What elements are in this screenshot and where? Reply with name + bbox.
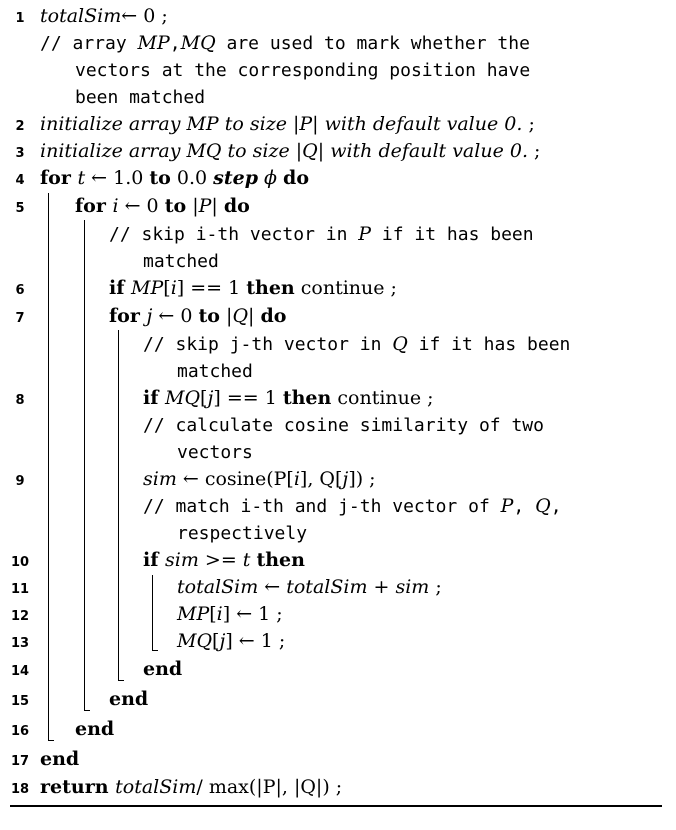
comment-text: // calculate cosine similarity of two bbox=[143, 415, 544, 436]
code-text: ; bbox=[528, 140, 541, 162]
algo-line bbox=[0, 27, 676, 55]
line-body bbox=[143, 250, 219, 272]
line-body bbox=[143, 387, 434, 409]
line-body bbox=[143, 658, 182, 680]
line-body bbox=[75, 195, 250, 217]
algo-line bbox=[0, 135, 676, 163]
algo-line bbox=[0, 683, 676, 711]
code-text: ] == 1 bbox=[176, 277, 247, 299]
for-j-block-bar-hook bbox=[118, 680, 124, 681]
code-text: MP bbox=[177, 603, 210, 625]
line-body bbox=[143, 549, 305, 571]
line-body bbox=[177, 522, 307, 544]
code-text: j bbox=[207, 387, 214, 409]
algo-line bbox=[0, 571, 676, 599]
code-text: P bbox=[198, 195, 212, 217]
line-body bbox=[177, 603, 283, 625]
keyword: do bbox=[283, 167, 310, 189]
code-text: ← 0 ; bbox=[121, 5, 168, 27]
code-text: Q bbox=[392, 333, 408, 355]
algo-line bbox=[0, 0, 676, 28]
comment-text: matched bbox=[177, 361, 253, 382]
code-text: / max(|P|, |Q|) ; bbox=[196, 776, 343, 798]
code-text: [ bbox=[200, 387, 208, 409]
code-text: MQ bbox=[180, 32, 216, 54]
comment-text: if it has been bbox=[371, 224, 534, 245]
code-text: P bbox=[500, 495, 514, 517]
line-body bbox=[40, 167, 309, 189]
code-text: ; bbox=[429, 576, 442, 598]
code-text: ← 0 bbox=[118, 195, 165, 217]
line-body bbox=[177, 360, 253, 382]
if-sim-block-bar bbox=[152, 575, 153, 650]
line-body bbox=[40, 5, 168, 27]
keyword: then bbox=[256, 549, 305, 571]
for-t-block-bar bbox=[48, 193, 49, 740]
code-text: i bbox=[112, 195, 119, 217]
algo-line bbox=[0, 162, 676, 190]
line-number: 4 bbox=[15, 173, 25, 188]
comment-text: // skip i-th vector in bbox=[109, 224, 359, 245]
keyword: for bbox=[40, 167, 78, 189]
line-number: 3 bbox=[15, 146, 25, 161]
code-text: [ bbox=[209, 603, 217, 625]
comment-text: vectors bbox=[177, 442, 253, 463]
code-text: ] ← 1 ; bbox=[222, 603, 283, 625]
comment-text: matched bbox=[143, 251, 219, 272]
algo-line bbox=[0, 625, 676, 653]
keyword: return bbox=[40, 776, 116, 798]
algo-line bbox=[0, 771, 676, 799]
for-i-block-bar bbox=[84, 220, 85, 710]
algo-line bbox=[0, 544, 676, 572]
code-text: [ bbox=[212, 630, 220, 652]
code-text: MQ bbox=[177, 630, 213, 652]
code-text: ]) ; bbox=[348, 468, 376, 490]
keyword: to bbox=[164, 195, 187, 217]
code-text: ← 1.0 bbox=[85, 167, 150, 189]
code-text: sim bbox=[395, 576, 430, 598]
line-body bbox=[40, 140, 540, 162]
code-text: | bbox=[211, 195, 224, 217]
line-body bbox=[143, 333, 570, 355]
keyword: for bbox=[75, 195, 113, 217]
algo-line bbox=[0, 218, 676, 246]
code-text: >= bbox=[198, 549, 243, 571]
line-body bbox=[177, 441, 253, 463]
keyword: end bbox=[75, 718, 115, 740]
for-i-block-bar-hook bbox=[84, 710, 90, 711]
line-number: 1 bbox=[15, 11, 25, 26]
algo-line bbox=[0, 54, 676, 82]
code-text: | bbox=[186, 195, 199, 217]
comment-text: vectors at the corresponding position have bbox=[75, 60, 531, 81]
keyword: if bbox=[143, 387, 166, 409]
keyword: end bbox=[109, 688, 149, 710]
keyword: then bbox=[246, 277, 295, 299]
code-text: MP bbox=[131, 277, 164, 299]
code-text: t bbox=[77, 167, 86, 189]
code-text: ] == 1 bbox=[213, 387, 283, 409]
line-number: 10 bbox=[10, 555, 30, 570]
algo-line bbox=[0, 743, 676, 771]
code-text: | bbox=[219, 305, 233, 327]
line-body bbox=[40, 776, 342, 798]
code-text: + bbox=[367, 576, 396, 598]
keyword: step bbox=[213, 167, 258, 189]
algo-line bbox=[0, 382, 676, 410]
keyword: then bbox=[282, 387, 332, 409]
line-number: 15 bbox=[10, 694, 30, 709]
line-number: 17 bbox=[10, 754, 30, 769]
keyword: do bbox=[260, 305, 287, 327]
code-text: ← bbox=[258, 576, 287, 598]
keyword: for bbox=[109, 305, 147, 327]
code-text: j bbox=[219, 630, 226, 652]
code-text: | bbox=[248, 305, 261, 327]
keyword: end bbox=[143, 658, 183, 680]
keyword: if bbox=[109, 277, 132, 299]
algo-line bbox=[0, 409, 676, 437]
code-text: initialize array MQ to size |Q| with default value 0. bbox=[40, 140, 528, 162]
algo-line bbox=[0, 436, 676, 464]
line-number: 6 bbox=[15, 283, 25, 298]
line-number: 2 bbox=[15, 119, 25, 134]
algo-line bbox=[0, 272, 676, 300]
comment-text: if it has been bbox=[407, 334, 571, 355]
line-body bbox=[109, 688, 148, 710]
comment-text: // match i-th and j-th vector of bbox=[143, 496, 501, 517]
algo-line bbox=[0, 108, 676, 136]
for-j-block-bar bbox=[118, 330, 119, 680]
code-text: i bbox=[170, 277, 177, 299]
line-number: 9 bbox=[15, 474, 25, 489]
line-body bbox=[75, 718, 114, 740]
line-body bbox=[177, 576, 442, 598]
code-text: [ bbox=[163, 277, 171, 299]
comment-text: // array bbox=[40, 33, 138, 54]
code-text: i bbox=[293, 468, 300, 490]
line-body bbox=[143, 495, 562, 517]
line-body bbox=[75, 86, 205, 108]
line-body bbox=[143, 468, 376, 490]
line-number: 12 bbox=[10, 609, 30, 624]
line-body bbox=[40, 32, 530, 54]
line-number: 11 bbox=[10, 582, 30, 597]
keyword: if bbox=[143, 549, 166, 571]
code-text: j bbox=[146, 305, 153, 327]
line-body bbox=[177, 630, 285, 652]
comment-text: been matched bbox=[75, 87, 206, 108]
algo-line bbox=[0, 598, 676, 626]
algo-line bbox=[0, 245, 676, 273]
keyword: to bbox=[149, 167, 171, 189]
code-text: ], Q[ bbox=[299, 468, 343, 490]
code-text: 0.0 bbox=[170, 167, 214, 189]
comment-text: respectively bbox=[177, 523, 308, 544]
code-text: continue ; bbox=[294, 277, 397, 299]
comment-text: // skip j-th vector in bbox=[143, 334, 393, 355]
code-text: sim bbox=[143, 468, 177, 490]
code-text: continue ; bbox=[331, 387, 434, 409]
comment-text: , bbox=[169, 33, 181, 54]
code-text: ← 0 bbox=[152, 305, 199, 327]
line-number: 14 bbox=[10, 664, 30, 679]
code-text: MP bbox=[137, 32, 170, 54]
line-body bbox=[109, 277, 397, 299]
algo-line bbox=[0, 81, 676, 109]
code-text: MQ bbox=[165, 387, 201, 409]
line-body bbox=[109, 223, 534, 245]
line-number: 7 bbox=[15, 311, 25, 326]
code-text: totalSim bbox=[115, 776, 197, 798]
for-t-block-bar-hook bbox=[48, 740, 54, 741]
algo-line bbox=[0, 653, 676, 681]
code-text: totalSim bbox=[286, 576, 368, 598]
keyword: do bbox=[223, 195, 250, 217]
code-text: totalSim bbox=[40, 5, 122, 27]
code-text: Q bbox=[232, 305, 249, 327]
algo-line bbox=[0, 490, 676, 518]
code-text: i bbox=[216, 603, 223, 625]
keyword: to bbox=[198, 305, 220, 327]
code-text: sim bbox=[165, 549, 199, 571]
code-text: t bbox=[242, 549, 251, 571]
bottom-rule bbox=[10, 805, 662, 807]
algo-line bbox=[0, 300, 676, 328]
comment-text: , bbox=[550, 496, 562, 517]
line-number: 13 bbox=[10, 636, 30, 651]
line-number: 5 bbox=[15, 201, 25, 216]
keyword: end bbox=[40, 748, 80, 770]
code-text: ] ← 1 ; bbox=[225, 630, 286, 652]
algo-line bbox=[0, 463, 676, 491]
code-text: j bbox=[342, 468, 349, 490]
line-body bbox=[75, 59, 530, 81]
code-text: totalSim bbox=[177, 576, 259, 598]
code-text: initialize array MP to size |P| with default value 0. bbox=[40, 113, 523, 135]
algo-line bbox=[0, 355, 676, 383]
code-text: P bbox=[358, 223, 372, 245]
line-body bbox=[40, 748, 79, 770]
algo-line bbox=[0, 517, 676, 545]
line-number: 8 bbox=[15, 393, 25, 408]
line-number: 18 bbox=[10, 782, 30, 797]
code-text: Q bbox=[535, 495, 551, 517]
comment-text: are used to mark whether the bbox=[215, 33, 530, 54]
line-number: 16 bbox=[10, 724, 30, 739]
code-text: ; bbox=[522, 113, 535, 135]
comment-text: , bbox=[513, 496, 536, 517]
algo-line bbox=[0, 713, 676, 741]
line-body bbox=[109, 305, 286, 327]
code-text: ϕ bbox=[264, 167, 277, 189]
if-sim-block-bar-hook bbox=[152, 650, 158, 651]
line-body bbox=[143, 414, 544, 436]
algo-line bbox=[0, 190, 676, 218]
line-body bbox=[40, 113, 535, 135]
algo-line bbox=[0, 328, 676, 356]
code-text: ← cosine(P[ bbox=[176, 468, 294, 490]
